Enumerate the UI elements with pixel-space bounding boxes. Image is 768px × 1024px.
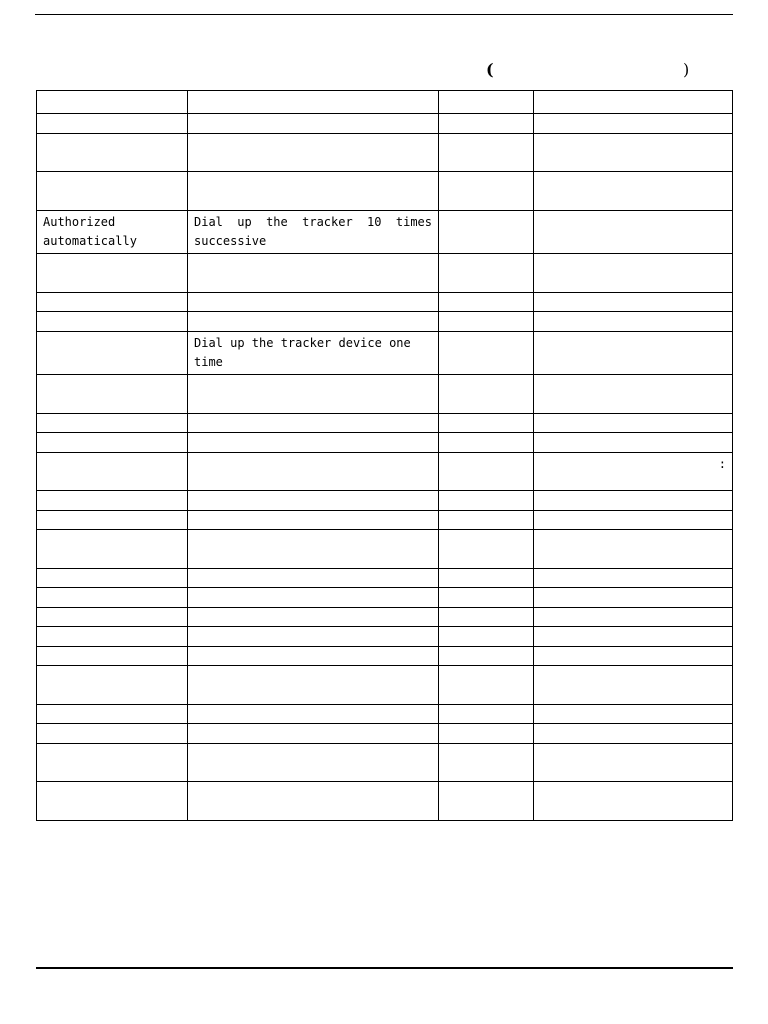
table-cell xyxy=(188,627,439,647)
bottom-rule xyxy=(36,967,733,969)
close-parenthesis: ) xyxy=(683,60,690,79)
table-cell xyxy=(534,414,733,433)
table-cell xyxy=(439,608,534,627)
table-row xyxy=(37,312,733,332)
table-cell xyxy=(534,588,733,608)
table-cell xyxy=(534,569,733,588)
table-cell xyxy=(534,211,733,254)
table-cell xyxy=(188,114,439,134)
table-row xyxy=(37,254,733,293)
table-cell xyxy=(439,453,534,491)
table-cell xyxy=(37,134,188,172)
table-cell xyxy=(534,666,733,705)
table-row xyxy=(37,705,733,724)
table-cell xyxy=(534,375,733,414)
table-row xyxy=(37,647,733,666)
table-row xyxy=(37,375,733,414)
table-cell xyxy=(37,293,188,312)
table-row xyxy=(37,172,733,211)
table-row xyxy=(37,782,733,821)
table-row xyxy=(37,332,733,375)
table-row xyxy=(37,608,733,627)
table-cell xyxy=(439,491,534,511)
table-row xyxy=(37,491,733,511)
table-row xyxy=(37,569,733,588)
table-cell: : xyxy=(534,453,733,491)
table-cell xyxy=(37,627,188,647)
table-cell xyxy=(534,172,733,211)
table-cell xyxy=(534,312,733,332)
table-cell xyxy=(439,627,534,647)
table-cell xyxy=(534,293,733,312)
table-cell xyxy=(534,724,733,744)
table-cell: Dial up the tracker device one time xyxy=(188,332,439,375)
table-cell xyxy=(439,744,534,782)
table-cell xyxy=(188,782,439,821)
top-rule xyxy=(35,14,733,15)
table-cell xyxy=(37,569,188,588)
table-cell xyxy=(439,724,534,744)
table-row xyxy=(37,511,733,530)
table-cell xyxy=(188,375,439,414)
table-cell xyxy=(37,530,188,569)
table-cell xyxy=(439,433,534,453)
table-cell xyxy=(188,705,439,724)
table-cell xyxy=(37,608,188,627)
table-cell xyxy=(37,744,188,782)
table-cell: Authorized automatically xyxy=(37,211,188,254)
table-row xyxy=(37,433,733,453)
table-cell xyxy=(188,254,439,293)
table-row xyxy=(37,666,733,705)
table-row xyxy=(37,114,733,134)
table-cell xyxy=(534,511,733,530)
table-cell xyxy=(439,375,534,414)
table-cell xyxy=(37,511,188,530)
table-cell xyxy=(37,433,188,453)
table-cell xyxy=(188,91,439,114)
table-cell xyxy=(37,491,188,511)
table-cell xyxy=(439,172,534,211)
table-cell xyxy=(37,453,188,491)
table-cell xyxy=(37,332,188,375)
table-row xyxy=(37,530,733,569)
table-cell xyxy=(188,511,439,530)
table-cell xyxy=(37,254,188,293)
table-cell xyxy=(188,666,439,705)
table-cell xyxy=(37,91,188,114)
table-cell xyxy=(188,569,439,588)
table-cell xyxy=(439,293,534,312)
table-cell xyxy=(439,414,534,433)
table-cell xyxy=(534,530,733,569)
table-cell xyxy=(439,332,534,375)
table-cell xyxy=(534,254,733,293)
table-cell xyxy=(534,114,733,134)
table-row xyxy=(37,211,733,254)
table-row xyxy=(37,724,733,744)
table-cell xyxy=(439,254,534,293)
table-cell xyxy=(534,647,733,666)
table-cell xyxy=(534,782,733,821)
table-row xyxy=(37,627,733,647)
table-cell xyxy=(37,724,188,744)
table-cell xyxy=(534,627,733,647)
table-cell xyxy=(534,744,733,782)
table-cell xyxy=(37,114,188,134)
table-cell xyxy=(534,134,733,172)
table-row xyxy=(37,453,733,491)
table-cell xyxy=(534,491,733,511)
table-cell xyxy=(188,588,439,608)
table-cell xyxy=(439,134,534,172)
table-cell xyxy=(188,744,439,782)
table-cell xyxy=(188,172,439,211)
table-cell xyxy=(439,511,534,530)
table-cell xyxy=(37,647,188,666)
table-cell xyxy=(439,666,534,705)
table-cell xyxy=(534,705,733,724)
table-cell xyxy=(188,312,439,332)
table-cell xyxy=(37,414,188,433)
table-cell xyxy=(188,453,439,491)
table-cell xyxy=(188,134,439,172)
table-header-row xyxy=(37,91,733,114)
table-cell xyxy=(37,666,188,705)
table-cell xyxy=(37,782,188,821)
table-cell xyxy=(439,114,534,134)
table-cell xyxy=(37,375,188,414)
table-cell xyxy=(188,647,439,666)
table-cell xyxy=(439,530,534,569)
table-cell xyxy=(439,211,534,254)
open-parenthesis: ( xyxy=(486,60,494,79)
table-cell xyxy=(534,91,733,114)
table-cell xyxy=(439,588,534,608)
table-cell xyxy=(37,172,188,211)
table-cell xyxy=(534,608,733,627)
table-row xyxy=(37,588,733,608)
table-cell xyxy=(188,293,439,312)
table-cell xyxy=(188,414,439,433)
table-row xyxy=(37,744,733,782)
table-cell xyxy=(37,705,188,724)
table-cell xyxy=(534,332,733,375)
table-cell xyxy=(439,569,534,588)
table-row xyxy=(37,134,733,172)
table-cell: Dial up the tracker 10 times successive xyxy=(188,211,439,254)
table-cell xyxy=(188,724,439,744)
table-cell xyxy=(439,312,534,332)
table-cell xyxy=(439,91,534,114)
table-cell xyxy=(534,433,733,453)
table-cell xyxy=(188,530,439,569)
table-cell xyxy=(188,433,439,453)
table-cell xyxy=(37,588,188,608)
specification-table xyxy=(36,90,733,821)
table-cell xyxy=(37,312,188,332)
table-row xyxy=(37,414,733,433)
table-cell xyxy=(188,491,439,511)
table-cell xyxy=(439,705,534,724)
table-cell xyxy=(439,647,534,666)
table-cell xyxy=(188,608,439,627)
table-cell xyxy=(439,782,534,821)
table-row xyxy=(37,293,733,312)
